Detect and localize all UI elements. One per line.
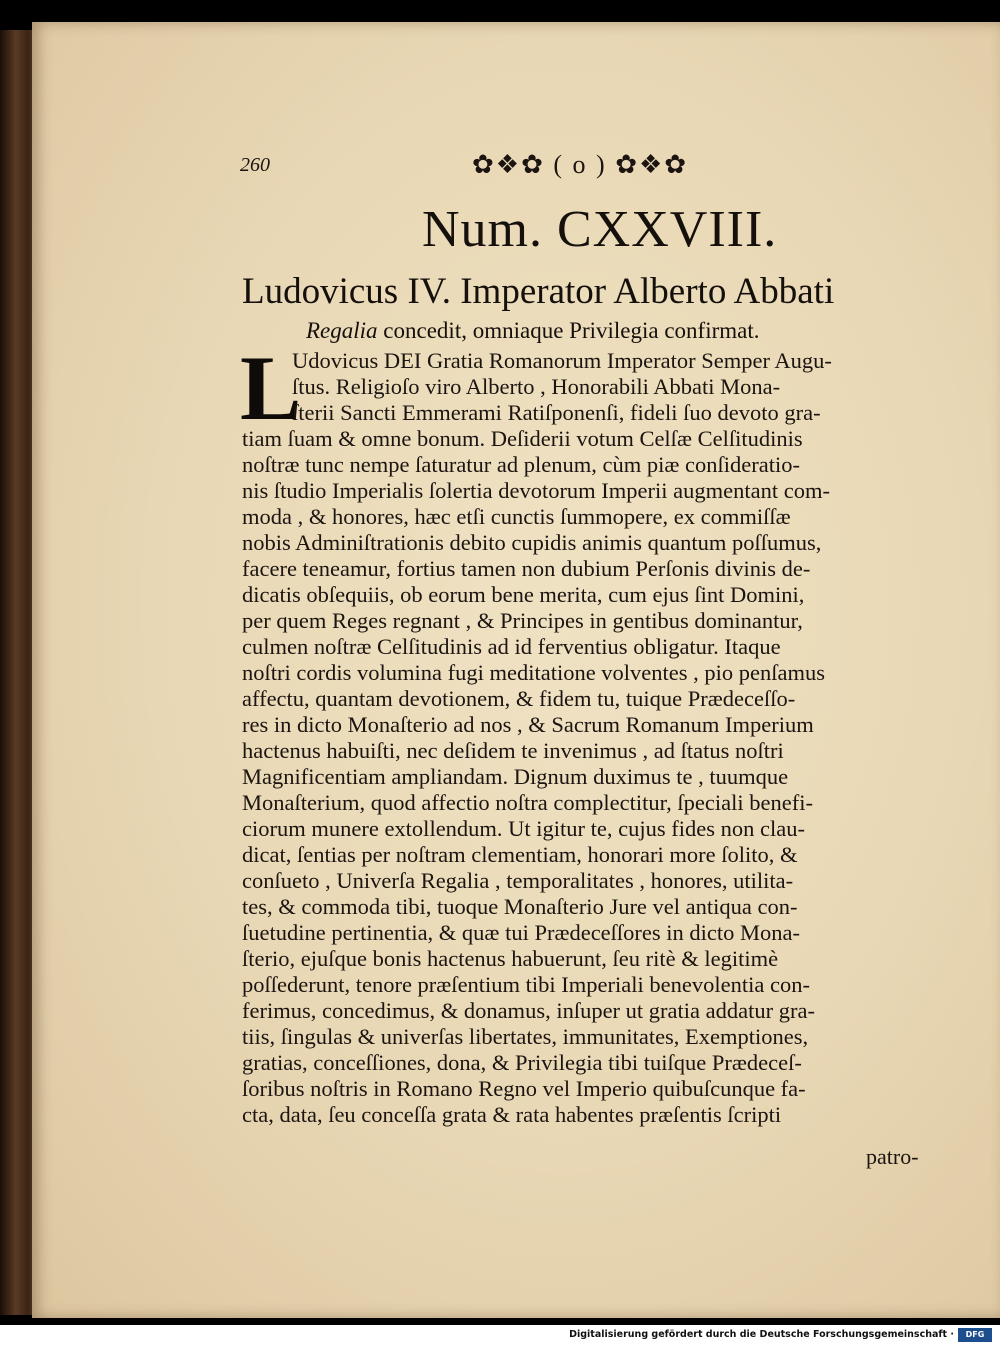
page-number: 260 xyxy=(240,154,270,176)
subtitle-italic: Regalia xyxy=(306,318,378,343)
text-line: ſtus. Religioſo viro Alberto , Honorabili Abbati Mona- xyxy=(292,374,781,399)
text-line: res in dicto Monaſterio ad nos , & Sacrum Romanum Imperium xyxy=(242,712,814,737)
text-line: poſſederunt, tenore præſentium tibi Imperiali benevolentia con- xyxy=(242,972,810,997)
text-line: Udovicus DEI Gratia Romanorum Imperator Semper Augu- xyxy=(292,348,832,373)
text-line: moda , & honores, hæc etſi cunctis ſummopere, ex commiſſæ xyxy=(242,504,791,529)
dfg-logo-icon: DFG xyxy=(958,1328,992,1342)
text-line: hactenus habuiſti, nec deſidem te invenimus , ad ſtatus noſtri xyxy=(242,738,784,763)
text-line: facere teneamur, fortius tamen non dubium Perſonis divinis de- xyxy=(242,556,811,581)
text-line: dicatis obſequiis, ob eorum bene merita, cum ejus ſint Domini, xyxy=(242,582,805,607)
book-page xyxy=(32,22,1000,1318)
text-line: ſuetudine pertinentia, & quæ tui Prædeceſſores in dicto Mona- xyxy=(242,920,801,945)
funding-credit: Digitalisierung gefördert durch die Deutsche Forschungsgemeinschaft · xyxy=(569,1329,954,1340)
text-line: dicat, ſentias per noſtram clementiam, honorari more ſolito, & xyxy=(242,842,798,867)
document-title: Ludovicus IV. Imperator Alberto Abbati xyxy=(242,271,835,312)
subtitle-rest: concedit, omniaque Privilegia confirmat. xyxy=(377,318,760,343)
document-number: Num. CXXVIII. xyxy=(422,201,778,258)
text-line: nobis Adminiſtrationis debito cupidis animis quantum poſſumus, xyxy=(242,530,822,555)
text-line: ferimus, concedimus, & donamus, inſuper ut gratia addatur gra- xyxy=(242,998,815,1023)
text-line: per quem Reges regnant , & Principes in gentibus dominantur, xyxy=(242,608,803,633)
text-line: Monaſterium, quod affectio noſtra complectitur, ſpeciali benefi- xyxy=(242,790,813,815)
text-line: conſueto , Univerſa Regalia , temporalitates , honores, utilita- xyxy=(242,868,794,893)
text-line: tiam ſuam & omne bonum. Deſiderii votum Celſæ Celſitudinis xyxy=(242,426,803,451)
document-subtitle xyxy=(306,318,759,344)
text-line: cta, data, ſeu conceſſa grata & rata habentes præſentis ſcripti xyxy=(242,1102,782,1127)
text-line: ſterio, ejuſque bonis hactenus habuerunt, ſeu ritè & legitimè xyxy=(242,946,779,971)
drop-cap: L xyxy=(240,337,302,439)
text-line: nis ſtudio Imperialis ſolertia devotorum Imperii augmentant com- xyxy=(242,478,830,503)
text-line: gratias, conceſſiones, dona, & Privilegia tibi tuiſque Prædeceſ- xyxy=(242,1050,802,1075)
text-line: culmen noſtræ Celſitudinis ad id ferventius obligatur. Itaque xyxy=(242,634,781,659)
footer-bar xyxy=(0,1325,1000,1347)
page-header xyxy=(32,134,1000,179)
text-line: noſtri cordis volumina fugi meditatione volventes , pio penſamus xyxy=(242,660,826,685)
text-line: Magnificentiam ampliandam. Dignum duximus te , tuumque xyxy=(242,764,789,789)
text-line: tiis, ſingulas & univerſas libertates, immunitates, Exemptiones, xyxy=(242,1024,809,1049)
catchword: patro- xyxy=(866,1144,919,1169)
text-line: affectu, quantam devotionem, & fidem tu, tuique Prædeceſſo- xyxy=(242,686,796,711)
text-line: ſoribus noſtris in Romano Regno vel Imperio quibuſcunque fa- xyxy=(242,1076,806,1101)
text-line: noſtræ tunc nempe ſaturatur ad plenum, cùm piæ conſideratio- xyxy=(242,452,800,477)
header-ornament: ✿❖✿ ( o ) ✿❖✿ xyxy=(472,150,689,179)
text-line: tes, & commoda tibi, tuoque Monaſterio Jure vel antiqua con- xyxy=(242,894,798,919)
text-line: ſterii Sancti Emmerami Ratiſponenſi, fideli ſuo devoto gra- xyxy=(292,400,821,425)
text-line: ciorum munere extollendum. Ut igitur te, cujus fides non clau- xyxy=(242,816,805,841)
